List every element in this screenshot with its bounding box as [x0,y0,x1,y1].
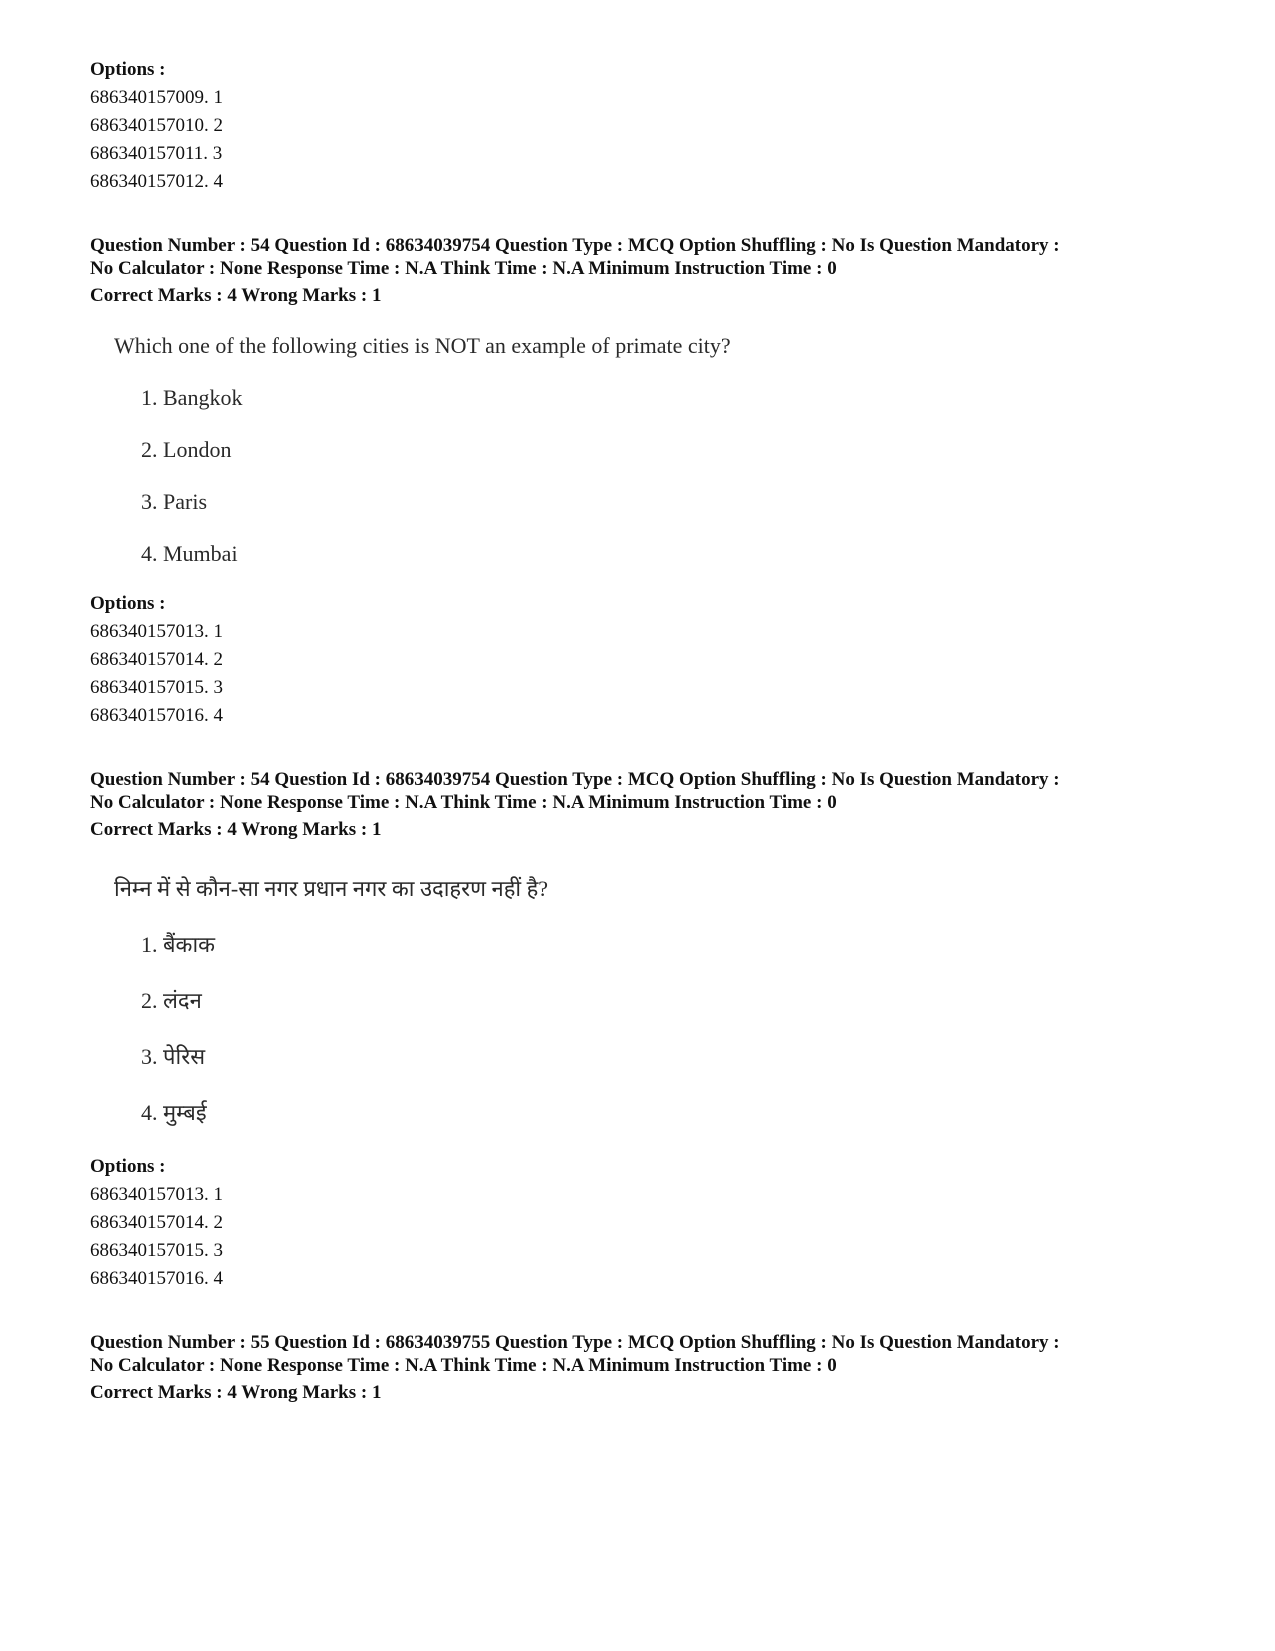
question-meta-line1: Question Number : 54 Question Id : 68634039754 Question Type : MCQ Option Shuffling : No Is Question Mandatory : [90,235,1060,256]
question-choice: 2. London [141,437,232,462]
question-meta-line2: No Calculator : None Response Time : N.A Think Time : N.A Minimum Instruction Time : 0 [90,258,837,279]
options-label: Options : [90,1156,166,1177]
question-choice: 4. Mumbai [141,541,238,566]
option-id: 686340157016. 4 [90,705,223,726]
question-marks: Correct Marks : 4 Wrong Marks : 1 [90,819,382,840]
option-id: 686340157013. 1 [90,1184,223,1205]
option-id: 686340157010. 2 [90,115,223,136]
question-choice: 3. पेरिस [141,1044,206,1069]
question-marks: Correct Marks : 4 Wrong Marks : 1 [90,285,382,306]
option-id: 686340157013. 1 [90,621,223,642]
option-id: 686340157014. 2 [90,649,223,670]
question-meta-line2: No Calculator : None Response Time : N.A Think Time : N.A Minimum Instruction Time : 0 [90,792,837,813]
question-meta-line2: No Calculator : None Response Time : N.A Think Time : N.A Minimum Instruction Time : 0 [90,1355,837,1376]
option-id: 686340157015. 3 [90,677,223,698]
options-label: Options : [90,593,166,614]
question-choice: 3. Paris [141,489,207,514]
option-id: 686340157009. 1 [90,87,223,108]
question-choice: 2. लंदन [141,988,202,1013]
question-choice: 1. Bangkok [141,385,243,410]
question-text: Which one of the following cities is NOT an example of primate city? [114,333,731,358]
option-id: 686340157014. 2 [90,1212,223,1233]
question-choice: 1. बैंकाक [141,932,216,957]
options-label: Options : [90,59,166,80]
question-marks: Correct Marks : 4 Wrong Marks : 1 [90,1382,382,1403]
question-meta-line1: Question Number : 54 Question Id : 68634039754 Question Type : MCQ Option Shuffling : No Is Question Mandatory : [90,769,1060,790]
option-id: 686340157015. 3 [90,1240,223,1261]
option-id: 686340157011. 3 [90,143,223,164]
question-meta-line1: Question Number : 55 Question Id : 68634039755 Question Type : MCQ Option Shuffling : No Is Question Mandatory : [90,1332,1060,1353]
option-id: 686340157012. 4 [90,171,223,192]
question-choice: 4. मुम्बई [141,1100,207,1125]
option-id: 686340157016. 4 [90,1268,223,1289]
question-text: निम्न में से कौन-सा नगर प्रधान नगर का उदाहरण नहीं है? [114,876,549,901]
